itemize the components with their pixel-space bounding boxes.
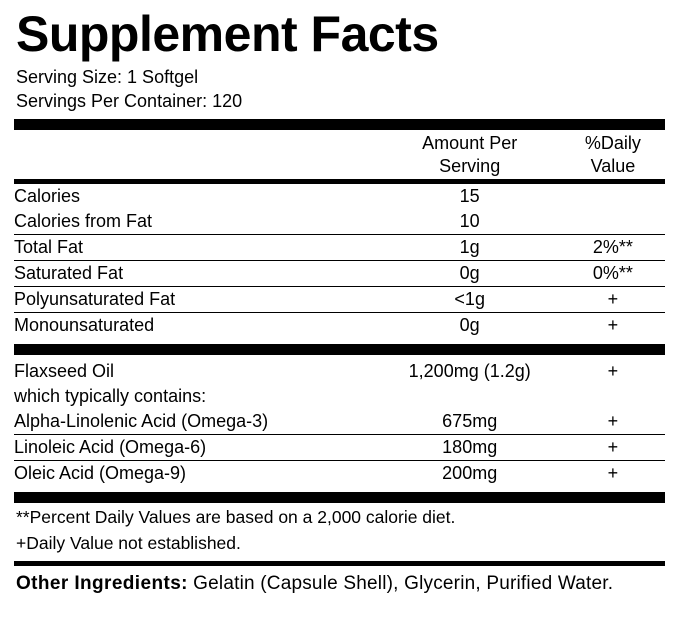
header-amount-per-serving xyxy=(379,130,561,179)
row-amount: 1,200mg (1.2g) xyxy=(408,361,531,382)
table-row xyxy=(14,384,665,409)
table-header-row xyxy=(14,130,665,179)
row-name: Oleic Acid (Omega-9) xyxy=(14,463,187,484)
divider-thick-footnotes xyxy=(14,492,665,503)
table-row xyxy=(14,409,665,435)
table-row xyxy=(14,261,665,287)
row-name: Flaxseed Oil xyxy=(14,361,115,382)
nutrient-rows-primary xyxy=(14,184,665,338)
row-name: Saturated Fat xyxy=(14,261,379,287)
row-amount: 10 xyxy=(379,209,561,235)
nutrient-table-primary xyxy=(14,184,665,338)
header-dv-line2: Value xyxy=(590,155,636,176)
row-dv: 0%** xyxy=(561,261,665,287)
row-dv: + xyxy=(561,287,665,313)
row-amount: 675mg xyxy=(379,409,561,435)
row-name: Calories from Fat xyxy=(14,209,379,235)
divider-thick-middle xyxy=(14,344,665,355)
header-dv-line1: %Daily xyxy=(584,133,641,154)
row-amount: <1g xyxy=(379,287,561,313)
row-dv: + xyxy=(561,435,665,461)
footnote-percent-dv: **Percent Daily Values are based on a 2,000 calorie diet. xyxy=(16,507,456,528)
table-row xyxy=(14,359,665,384)
table-row xyxy=(14,184,665,209)
row-amount: 0g xyxy=(459,315,480,336)
nutrient-table-secondary xyxy=(14,359,665,486)
row-name: Alpha-Linolenic Acid (Omega-3) xyxy=(14,409,379,435)
row-dv xyxy=(561,384,665,409)
table-row xyxy=(14,435,665,461)
table-row xyxy=(14,235,665,261)
table-row xyxy=(14,461,665,487)
row-dv: + xyxy=(607,463,619,484)
other-ingredients-text: Gelatin (Capsule Shell), Glycerin, Purified Water. xyxy=(193,572,614,594)
page-title: Supplement Facts xyxy=(16,6,439,62)
row-amount xyxy=(379,384,561,409)
facts-header-table xyxy=(14,130,665,179)
header-amount-line2: Serving xyxy=(439,155,501,176)
other-ingredients xyxy=(16,566,665,597)
row-dv: + xyxy=(561,409,665,435)
row-name: Linoleic Acid (Omega-6) xyxy=(14,435,379,461)
row-dv: 2%** xyxy=(561,235,665,261)
row-amount: 200mg xyxy=(442,463,498,484)
row-dv xyxy=(561,209,665,235)
row-name: Total Fat xyxy=(14,235,379,261)
row-name: Calories xyxy=(14,186,81,207)
row-name: which typically contains: xyxy=(14,386,207,407)
row-name: Monounsaturated xyxy=(14,315,155,336)
divider-thick-top xyxy=(14,119,665,130)
serving-size: Serving Size: 1 Softgel xyxy=(16,66,199,87)
row-dv: + xyxy=(607,361,619,382)
nutrient-rows-secondary xyxy=(14,359,665,486)
row-dv: + xyxy=(607,315,619,336)
other-ingredients-label: Other Ingredients: xyxy=(16,572,188,594)
servings-per-container: Servings Per Container: 120 xyxy=(16,90,243,111)
row-amount: 180mg xyxy=(379,435,561,461)
row-amount: 1g xyxy=(379,235,561,261)
table-row xyxy=(14,287,665,313)
table-row xyxy=(14,209,665,235)
row-amount: 0g xyxy=(379,261,561,287)
table-row xyxy=(14,313,665,339)
row-dv xyxy=(561,184,665,209)
header-name xyxy=(14,130,379,179)
header-daily-value xyxy=(561,130,665,179)
header-amount-line1: Amount Per xyxy=(422,133,518,154)
row-name: Polyunsaturated Fat xyxy=(14,287,379,313)
row-amount: 15 xyxy=(459,186,480,207)
footnote-dv-not-established: +Daily Value not established. xyxy=(16,532,241,553)
